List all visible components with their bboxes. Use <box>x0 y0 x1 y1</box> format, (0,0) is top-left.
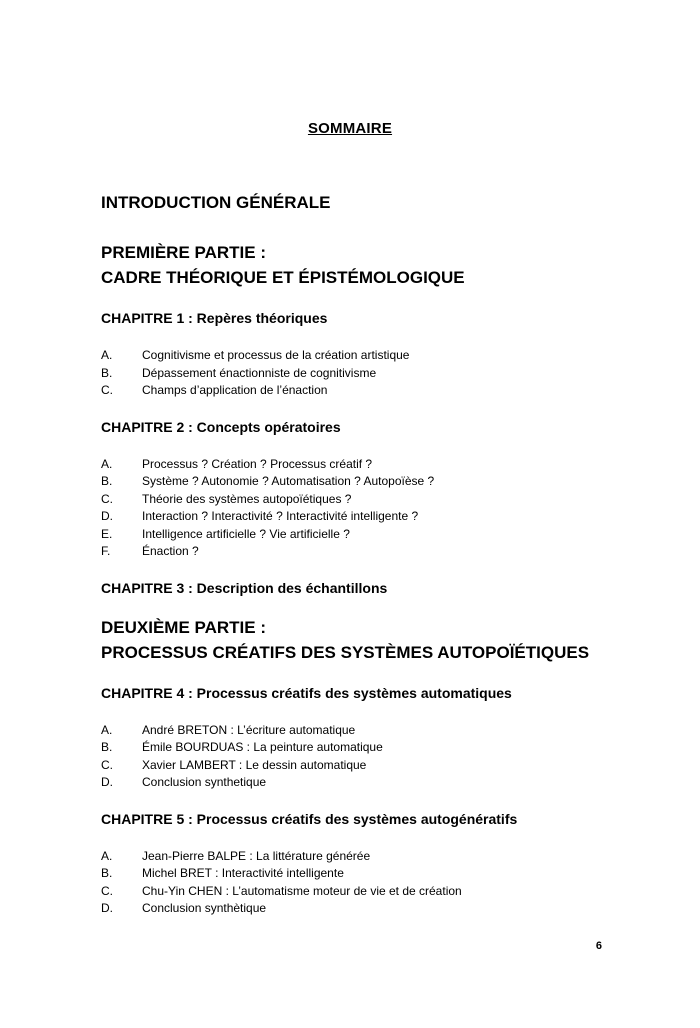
table-of-contents <box>101 190 661 918</box>
item-letter: C. <box>101 883 113 898</box>
item-text: Conclusion synthètique <box>142 901 267 915</box>
list-item <box>101 883 661 901</box>
list-item <box>101 722 661 740</box>
list-item <box>101 900 661 918</box>
part2-heading: DEUXIÈME PARTIE : <box>101 617 266 637</box>
list-item <box>101 365 661 383</box>
list-item <box>101 456 661 474</box>
item-text: André BRETON : L’écriture automatique <box>142 722 356 737</box>
item-letter: D. <box>101 509 113 523</box>
list-item <box>101 774 661 792</box>
item-letter: A. <box>101 456 113 471</box>
chapter4-list <box>101 722 661 792</box>
item-letter: A. <box>101 722 113 737</box>
item-letter: C. <box>101 383 113 397</box>
item-text: Système ? Autonomie ? Automatisation ? Autopoïèse ? <box>142 474 435 488</box>
item-text: Théorie des systèmes autopoïétiques ? <box>142 491 352 506</box>
list-item <box>101 739 661 757</box>
list-item <box>101 508 661 526</box>
item-letter: B. <box>101 866 113 880</box>
item-text: Dépassement énactionniste de cognitivisme <box>142 365 377 380</box>
list-item <box>101 848 661 866</box>
item-text: Cognitivisme et processus de la création artistique <box>142 348 410 362</box>
item-text: Michel BRET : Interactivité intelligente <box>142 866 344 880</box>
part2-subheading: PROCESSUS CRÉATIFS DES SYSTÈMES AUTOPOÏÉTIQUES <box>101 642 590 662</box>
item-letter: A. <box>101 348 113 362</box>
list-item <box>101 473 661 491</box>
item-letter: F. <box>101 544 111 558</box>
page-number: 6 <box>595 940 602 952</box>
introduction-heading: INTRODUCTION GÉNÉRALE <box>101 193 331 212</box>
item-text: Conclusion synthetique <box>142 775 267 789</box>
page-title: SOMMAIRE <box>307 120 393 137</box>
item-letter: C. <box>101 491 113 506</box>
item-letter: A. <box>101 848 113 863</box>
item-text: Jean-Pierre BALPE : La littérature générée <box>142 848 371 863</box>
item-letter: B. <box>101 474 113 488</box>
item-letter: E. <box>101 526 113 541</box>
item-text: Champs d’application de l’énaction <box>142 383 328 397</box>
chapter2-list <box>101 456 661 561</box>
list-item <box>101 347 661 365</box>
chapter1-list <box>101 347 661 400</box>
item-text: Xavier LAMBERT : Le dessin automatique <box>142 757 367 772</box>
list-item <box>101 865 661 883</box>
list-item <box>101 382 661 400</box>
item-letter: D. <box>101 775 113 789</box>
item-letter: D. <box>101 901 113 915</box>
item-letter: C. <box>101 757 113 772</box>
item-letter: B. <box>101 740 113 754</box>
chapter1-heading: CHAPITRE 1 : Repères théoriques <box>101 310 328 326</box>
item-text: Processus ? Création ? Processus créatif ? <box>142 456 373 471</box>
item-text: Intelligence artificielle ? Vie artificielle ? <box>142 526 350 541</box>
chapter3-heading: CHAPITRE 3 : Description des échantillons <box>101 579 388 596</box>
item-text: Émile BOURDUAS : La peinture automatique <box>142 740 383 754</box>
chapter5-heading: CHAPITRE 5 : Processus créatifs des systèmes autogénératifs <box>101 810 518 827</box>
item-letter: B. <box>101 365 113 380</box>
list-item <box>101 491 661 509</box>
list-item <box>101 543 661 561</box>
item-text: Interaction ? Interactivité ? Interactivité intelligente ? <box>142 509 419 523</box>
part1-heading: PREMIÈRE PARTIE : <box>101 243 266 262</box>
list-item <box>101 757 661 775</box>
chapter2-heading: CHAPITRE 2 : Concepts opératoires <box>101 418 341 435</box>
chapter4-heading: CHAPITRE 4 : Processus créatifs des systèmes automatiques <box>101 684 512 701</box>
part1-subheading: CADRE THÉORIQUE ET ÉPISTÉMOLOGIQUE <box>101 268 465 287</box>
item-text: Énaction ? <box>142 544 199 558</box>
item-text: Chu-Yin CHEN : L’automatisme moteur de vie et de création <box>142 883 462 898</box>
chapter5-list <box>101 848 661 918</box>
list-item <box>101 526 661 544</box>
